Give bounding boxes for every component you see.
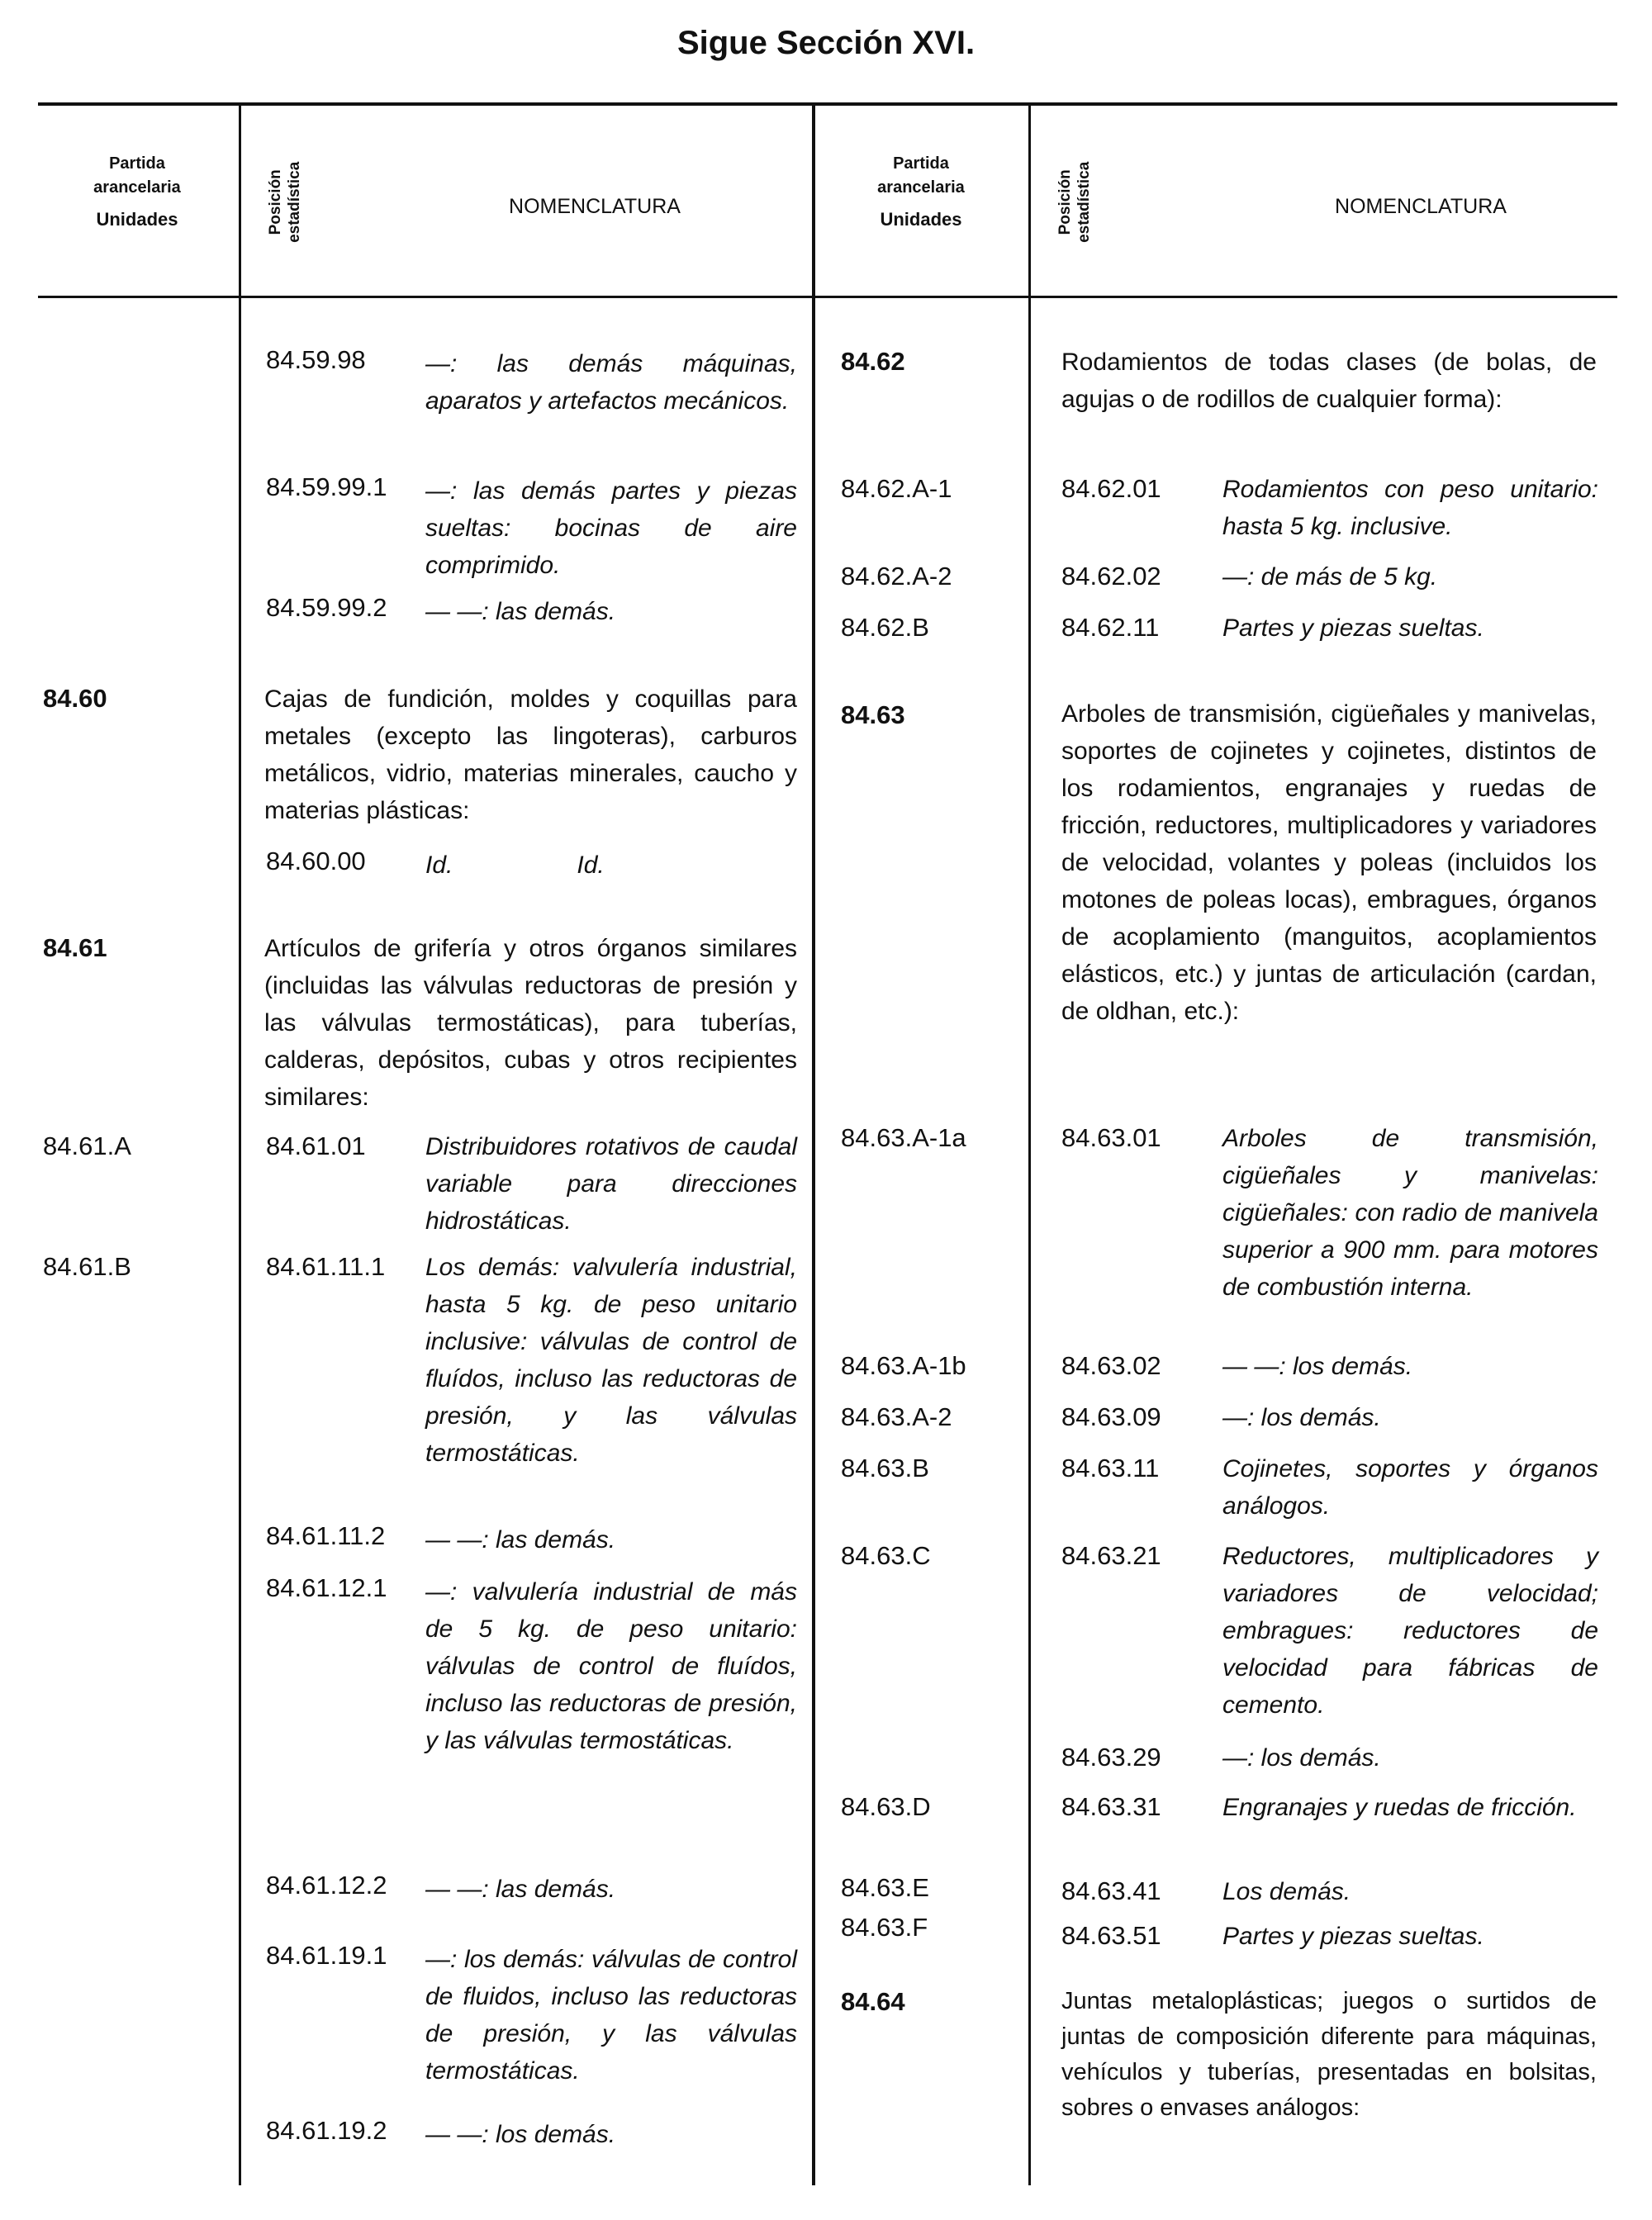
position-code: 84.63.21 bbox=[1061, 1541, 1161, 1570]
entry-text: los demás. bbox=[496, 2121, 616, 2148]
partida-code: 84.63.F bbox=[841, 1913, 928, 1942]
header-rule bbox=[38, 296, 1617, 298]
entry-description: —: de más de 5 kg. bbox=[1222, 563, 1438, 591]
partida-code: 84.63.E bbox=[841, 1873, 929, 1902]
header-partida-line: Unidades bbox=[880, 209, 962, 230]
entry-description: —: los demás. bbox=[1222, 1404, 1381, 1431]
partida-code: 84.63 bbox=[841, 700, 905, 729]
entry-description: Reductores, multiplicadores y variadores de velocidad; embragues: reductores de velocidad para fábricas de cemento. bbox=[1222, 1543, 1598, 1719]
heading-description: Rodamientos de todas clases (de bolas, de agujas o de rodillos de cualquier forma): bbox=[1061, 349, 1597, 413]
position-code: 84.61.12.2 bbox=[266, 1871, 387, 1900]
header-partida-line: arancelaria bbox=[93, 178, 181, 197]
entry-text: las demás. bbox=[496, 598, 616, 625]
entry-description: Cojinetes, soportes y órganos análogos. bbox=[1222, 1455, 1598, 1520]
entry-description bbox=[425, 593, 797, 630]
header-posicion-line: estadística bbox=[1075, 161, 1093, 243]
position-code: 84.63.01 bbox=[1061, 1123, 1161, 1152]
column-divider bbox=[1028, 104, 1031, 2185]
entry-prefix: — —: bbox=[425, 1526, 489, 1554]
header-nomenclatura: NOMENCLATURA bbox=[509, 195, 681, 218]
position-code: 84.62.02 bbox=[1061, 562, 1161, 591]
entry-description: — —: los demás. bbox=[1222, 1353, 1413, 1380]
entry-text: los demás: válvulas de control de fluidos, incluso las reductoras de presión, y las válvulas termostáticas. bbox=[425, 1946, 797, 2085]
partida-code: 84.63.A-1a bbox=[841, 1123, 966, 1152]
entry-description bbox=[425, 1941, 797, 2090]
header-partida bbox=[818, 152, 1024, 233]
entry-description: Los demás. bbox=[1222, 1878, 1351, 1905]
heading-description: Artículos de grifería y otros órganos similares (incluidas las válvulas reductoras de presión y las válvulas termostáticas), para tuberías, calderas, depósitos, cubas y otros recipientes similares: bbox=[264, 935, 797, 1111]
entry-description bbox=[425, 1249, 797, 1472]
header-posicion bbox=[267, 145, 305, 260]
entry-description: —: los demás. bbox=[1222, 1744, 1381, 1772]
header-partida bbox=[38, 152, 236, 233]
header-posicion-line: estadística bbox=[286, 161, 303, 243]
position-code: 84.62.11 bbox=[1061, 613, 1160, 642]
partida-code: 84.63.C bbox=[841, 1541, 931, 1570]
partida-code: 84.63.A-2 bbox=[841, 1402, 952, 1431]
entry-description: Engranajes y ruedas de fricción. bbox=[1222, 1794, 1577, 1821]
entry-description bbox=[425, 1871, 797, 1908]
position-code: 84.61.01 bbox=[266, 1131, 366, 1160]
partida-code: 84.63.A-1b bbox=[841, 1351, 966, 1380]
column-divider bbox=[812, 104, 815, 2185]
position-code: 84.61.12.1 bbox=[266, 1573, 387, 1602]
position-code: 84.63.51 bbox=[1061, 1921, 1161, 1950]
position-code: 84.62.01 bbox=[1061, 474, 1161, 503]
partida-code: 84.60 bbox=[43, 684, 107, 713]
entry-text: Distribuidores rotativos de caudal variable para direcciones hidrostáticas. bbox=[425, 1133, 797, 1235]
partida-code: 84.63.D bbox=[841, 1792, 931, 1821]
entry-text: valvulería industrial de más de 5 kg. de peso unitario: válvulas de control de fluídos, incluso las reductoras de presión, y las válvulas termostáticas. bbox=[425, 1578, 797, 1754]
entry-text: las demás partes y piezas sueltas: bocinas de aire comprimido. bbox=[425, 477, 797, 579]
partida-code: 84.62.B bbox=[841, 613, 929, 642]
heading-description: Arboles de transmisión, cigüeñales y manivelas, soportes de cojinetes y cojinetes, distintos de los rodamientos, engranajes y ruedas de fricción, reductores, multiplicadores y variadores de velocidad, volantes y poleas (incluidos los motones de poleas locas), embragues, órganos de acoplamiento (manguitos, acoplamientos elásticos, etc.) y juntas de articulación (cardan, de oldhan, etc.): bbox=[1061, 700, 1597, 1025]
partida-code: 84.62 bbox=[841, 347, 905, 376]
position-code: 84.61.19.2 bbox=[266, 2116, 387, 2145]
position-code: 84.63.11 bbox=[1061, 1454, 1160, 1482]
partida-code: 84.62.A-1 bbox=[841, 474, 952, 503]
entry-prefix: — —: bbox=[425, 598, 489, 625]
position-code: 84.60.00 bbox=[266, 847, 366, 875]
entry-prefix: — —: bbox=[425, 2121, 489, 2148]
header-partida-line: Unidades bbox=[96, 209, 178, 230]
entry-description bbox=[425, 1521, 797, 1558]
position-code: 84.63.02 bbox=[1061, 1351, 1161, 1380]
entry-text: las demás. bbox=[496, 1526, 616, 1554]
position-code: 84.61.19.1 bbox=[266, 1941, 387, 1970]
position-code: 84.63.31 bbox=[1061, 1792, 1161, 1821]
entry-description: Partes y piezas sueltas. bbox=[1222, 614, 1484, 642]
position-code: 84.59.98 bbox=[266, 345, 366, 374]
partida-code: 84.61.A bbox=[43, 1131, 131, 1160]
header-nomenclatura: NOMENCLATURA bbox=[1335, 195, 1507, 218]
entry-description bbox=[425, 847, 797, 884]
position-code: 84.59.99.2 bbox=[266, 593, 387, 622]
position-code: 84.63.09 bbox=[1061, 1402, 1161, 1431]
entry-description bbox=[425, 472, 797, 584]
entry-prefix: —: bbox=[425, 1578, 458, 1606]
entry-description: Partes y piezas sueltas. bbox=[1222, 1923, 1484, 1950]
header-posicion-line: Posición bbox=[1056, 169, 1075, 235]
partida-code: 84.62.A-2 bbox=[841, 562, 952, 591]
position-code: 84.59.99.1 bbox=[266, 472, 387, 501]
header-posicion-line: Posición bbox=[267, 169, 285, 235]
entry-prefix: — —: bbox=[425, 1876, 489, 1903]
entry-prefix: —: bbox=[425, 350, 458, 377]
partida-code: 84.61 bbox=[43, 933, 107, 962]
position-code: 84.61.11.2 bbox=[266, 1521, 386, 1550]
entry-text: Los demás: valvulería industrial, hasta 5 kg. de peso unitario inclusive: válvulas de control de fluídos, incluso las reductoras de presión, y las válvulas termostáticas. bbox=[425, 1254, 797, 1467]
position-code: 84.63.29 bbox=[1061, 1743, 1161, 1772]
partida-code: 84.61.B bbox=[43, 1252, 131, 1281]
position-code: 84.61.11.1 bbox=[266, 1252, 386, 1281]
partida-code: 84.64 bbox=[841, 1987, 905, 2016]
header-partida-line: Partida bbox=[893, 154, 949, 173]
entry-description: Rodamientos con peso unitario: hasta 5 kg. inclusive. bbox=[1222, 476, 1598, 540]
heading-description: Juntas metaloplásticas; juegos o surtidos de juntas de composición diferente para máquinas, vehículos y tuberías, presentadas en bolsitas, sobres o envases análogos: bbox=[1061, 1988, 1597, 2121]
top-rule bbox=[38, 102, 1617, 106]
entry-text: Id. bbox=[577, 851, 605, 879]
header-partida-line: arancelaria bbox=[877, 178, 965, 197]
entry-text: las demás máquinas, aparatos y artefactos mecánicos. bbox=[425, 350, 797, 415]
entry-description bbox=[425, 1573, 797, 1759]
entry-prefix: —: bbox=[425, 1946, 458, 1973]
entry-prefix: Id. bbox=[425, 851, 453, 879]
column-divider bbox=[239, 104, 241, 2185]
entry-description bbox=[425, 345, 797, 420]
position-code: 84.63.41 bbox=[1061, 1876, 1161, 1905]
entry-description: Arboles de transmisión, cigüeñales y manivelas: cigüeñales: con radio de manivela superior a 900 mm. para motores de combustión interna. bbox=[1222, 1125, 1598, 1301]
entry-description bbox=[425, 2116, 797, 2153]
entry-description bbox=[425, 1128, 797, 1240]
header-posicion bbox=[1056, 145, 1094, 260]
header-partida-line: Partida bbox=[109, 154, 165, 173]
heading-description: Cajas de fundición, moldes y coquillas para metales (excepto las lingoteras), carburos metálicos, vidrio, materias minerales, caucho y materias plásticas: bbox=[264, 685, 797, 824]
page-title: Sigue Sección XVI. bbox=[676, 25, 976, 61]
partida-code: 84.63.B bbox=[841, 1454, 929, 1482]
entry-text: las demás. bbox=[496, 1876, 616, 1903]
entry-prefix: —: bbox=[425, 477, 458, 505]
